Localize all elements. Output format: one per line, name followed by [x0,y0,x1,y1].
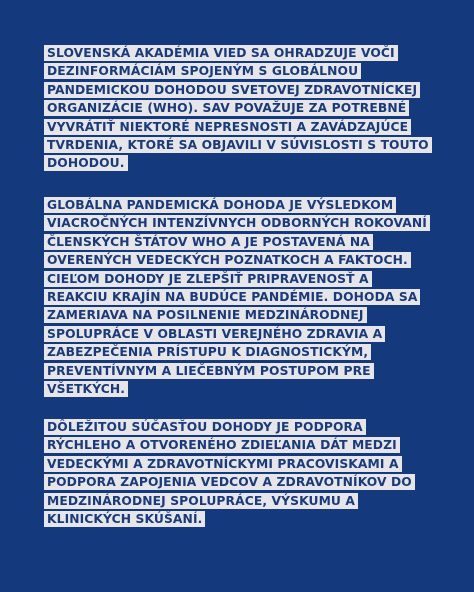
text-line [44,154,434,172]
highlighted-text: DÔLEŽITOU SÚČASŤOU DOHODY JE PODPORA [44,419,366,435]
text-line [44,362,434,380]
text-line [44,270,434,288]
highlighted-text: PANDEMICKOU DOHODOU SVETOVEJ ZDRAVOTNÍCKEJ [44,82,420,98]
text-line [44,118,434,136]
highlighted-text: MEDZINÁRODNEJ SPOLUPRÁCE, VÝSKUMU A [44,493,358,509]
highlighted-text: VYVRÁTIŤ NIEKTORÉ NEPRESNOSTI A ZAVÁDZAJÚCE [44,119,411,135]
highlighted-text: SLOVENSKÁ AKADÉMIA VIED SA OHRADZUJE VOČI [44,45,398,61]
text-line [44,455,434,473]
text-line [44,473,434,491]
highlighted-text: OVERENÝCH VEDECKÝCH POZNATKOCH A FAKTOCH. [44,252,411,268]
text-line [44,380,434,398]
text-line [44,306,434,324]
text-line [44,510,434,528]
highlighted-text: REAKCIU KRAJÍN NA BUDÚCE PANDÉMIE. DOHODA SA [44,289,420,305]
text-line [44,214,434,232]
text-line [44,325,434,343]
text-line [44,81,434,99]
text-line [44,44,434,62]
paragraph-intro [44,44,434,173]
highlighted-text: PODPORA ZAPOJENIA VEDCOV A ZDRAVOTNÍKOV DO [44,474,415,490]
paragraph-agreement [44,196,434,398]
highlighted-text: VŠETKÝCH. [44,381,128,397]
text-line [44,62,434,80]
text-line [44,288,434,306]
highlighted-text: SPOLUPRÁCE V OBLASTI VEREJNÉHO ZDRAVIA A [44,326,385,342]
text-line [44,343,434,361]
text-line [44,436,434,454]
text-line [44,251,434,269]
highlighted-text: TVRDENIA, KTORÉ SA OBJAVILI V SÚVISLOSTI S TOUTO [44,137,432,153]
highlighted-text: VIACROČNÝCH INTENZÍVNYCH ODBORNÝCH ROKOVANÍ [44,215,430,231]
text-line [44,233,434,251]
highlighted-text: ORGANIZÁCIE (WHO). SAV POVAŽUJE ZA POTREBNÉ [44,100,409,116]
text-line [44,136,434,154]
text-line [44,492,434,510]
text-line [44,418,434,436]
highlighted-text: DEZINFORMÁCIÁM SPOJENÝM S GLOBÁLNOU [44,63,361,79]
highlighted-text: GLOBÁLNA PANDEMICKÁ DOHODA JE VÝSLEDKOM [44,197,396,213]
highlighted-text: KLINICKÝCH SKÚŠANÍ. [44,511,205,527]
highlighted-text: DOHODOU. [44,155,128,171]
highlighted-text: ČLENSKÝCH ŠTÁTOV WHO A JE POSTAVENÁ NA [44,234,373,250]
highlighted-text: CIEĽOM DOHODY JE ZLEPŠIŤ PRIPRAVENOSŤ A [44,271,372,287]
highlighted-text: PREVENTÍVNYM A LIEČEBNÝM POSTUPOM PRE [44,363,374,379]
highlighted-text: ZAMERIAVA NA POSILNENIE MEDZINÁRODNEJ [44,307,367,323]
text-line [44,196,434,214]
paragraph-data-sharing [44,418,434,528]
highlighted-text: RÝCHLEHO A OTVORENÉHO ZDIEĽANIA DÁT MEDZI [44,437,400,453]
highlighted-text: ZABEZPEČENIA PRÍSTUPU K DIAGNOSTICKÝM, [44,344,371,360]
highlighted-text: VEDECKÝMI A ZDRAVOTNÍCKYMI PRACOVISKAMI A [44,456,402,472]
text-line [44,99,434,117]
